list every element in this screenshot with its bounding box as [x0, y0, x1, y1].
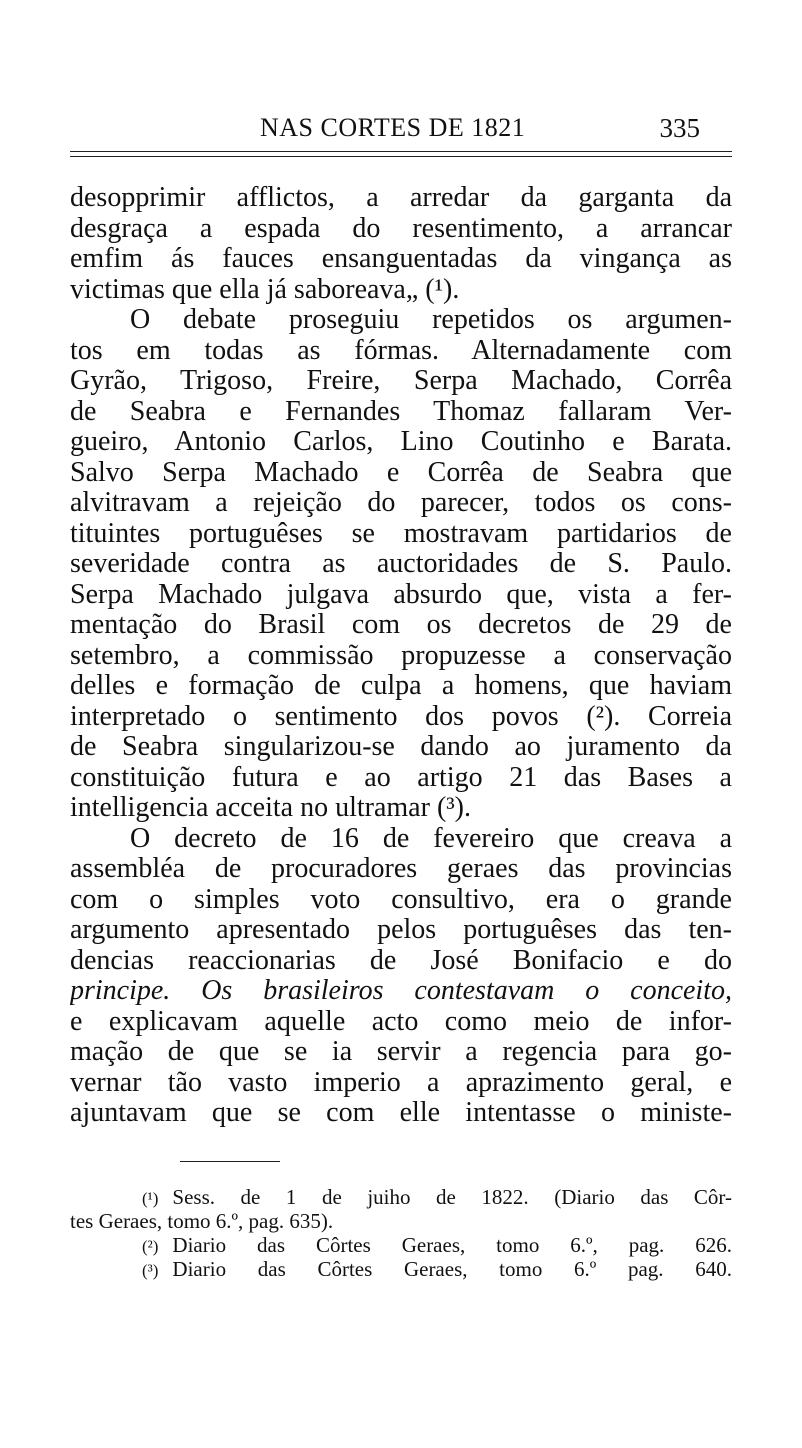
header-rule-top — [70, 151, 732, 152]
footnotes — [70, 1185, 732, 1281]
footnote-marker: (³) — [142, 1261, 159, 1280]
text-fragment: . Correia — [613, 701, 732, 732]
text-line: mentação do Brasil com os decretos de 29 de — [70, 610, 732, 640]
text-line: emfim ás fauces ensanguentadas da vingança as — [70, 244, 732, 274]
footnote-1-continuation: tes Geraes, tomo 6.º, pag. 635). — [70, 1209, 334, 1233]
text-line: O debate proseguiu repetidos os argumen- — [130, 305, 732, 335]
text-line: mação de que se ia servir a regencia para go- — [70, 1037, 732, 1067]
text-line: Serpa Machado julgava absurdo que, vista a fer- — [70, 579, 732, 610]
text-line: Salvo Serpa Machado e Corrêa de Seabra que — [70, 457, 732, 488]
text-line: dencias reaccionarias de José Bonifacio e do — [70, 945, 732, 976]
text-line: de Seabra e Fernandes Thomaz fallaram Ver- — [70, 396, 732, 427]
footnote-marker: (²) — [142, 1237, 159, 1256]
text-fragment: victimas que ella já saboreava„ — [70, 274, 419, 305]
text-fragment: intelligencia acceita no ultramar — [70, 793, 430, 823]
text-line: com o simples voto consultivo, era o grande — [70, 884, 732, 915]
text-line: argumento apresentado pelos portuguêses das ten- — [70, 915, 732, 945]
footnote-text: Diario das Côrtes Geraes, tomo 6.º pag. 640. — [172, 1257, 732, 1281]
text-line: e explicavam aquelle acto como meio de infor- — [70, 1006, 732, 1037]
footnote-2 — [70, 1233, 732, 1257]
body-text — [70, 183, 732, 1129]
footnote-1 — [70, 1185, 732, 1209]
text-line: victimas que ella já saboreava„ (¹). — [70, 274, 460, 305]
running-title: NAS CORTES DE 1821 — [260, 113, 526, 142]
text-line-italic: principe. Os brasileiros contestavam o conceito, — [70, 976, 732, 1006]
text-line: de Seabra singularizou-se dando ao juramento da — [70, 732, 732, 762]
header-rule-bottom — [70, 156, 732, 157]
footnote-ref-1: (¹) — [425, 274, 453, 305]
footnote-separator — [180, 1161, 280, 1162]
footnote-text: Diario das Côrtes Geraes, tomo 6.º, pag. 626. — [172, 1233, 732, 1257]
text-line: assembléa de procuradores geraes das provincias — [70, 854, 732, 884]
text-fragment: . — [463, 793, 471, 823]
text-line: O decreto de 16 de fevereiro que creava a — [130, 823, 732, 854]
text-line — [70, 793, 732, 824]
footnote-3 — [70, 1257, 732, 1281]
page-number: 335 — [659, 113, 700, 143]
text-line: desgraça a espada do resentimento, a arrancar — [70, 213, 732, 244]
footnote-ref-2: (²) — [586, 701, 614, 732]
text-line: tos em todas as fórmas. Alternadamente com — [70, 335, 732, 366]
text-line: desopprimir afflictos, a arredar da garganta da — [70, 183, 732, 213]
text-line: delles e formação de culpa a homens, que haviam — [70, 671, 732, 701]
text-line: Gyrão, Trigoso, Freire, Serpa Machado, Corrêa — [70, 366, 732, 396]
text-line: tituintes portuguêses se mostravam partidarios de — [70, 518, 732, 549]
text-line: ajuntavam que se com elle intentasse o ministe- — [70, 1098, 732, 1128]
footnote-text: Sess. de 1 de juiho de 1822. (Diario das Côr- — [172, 1185, 732, 1209]
text-line: severidade contra as auctoridades de S. Paulo. — [70, 549, 732, 579]
text-line — [70, 702, 732, 733]
text-line: vernar tão vasto imperio a aprazimento geral, e — [70, 1067, 732, 1098]
text-fragment: interpretado o sentimento dos povos — [70, 701, 559, 732]
text-line: constituição futura e ao artigo 21 das Bases a — [70, 762, 732, 793]
footnote-ref-3: (³) — [436, 793, 464, 823]
text-line: setembro, a commissão propuzesse a conservação — [70, 640, 732, 671]
running-head — [70, 113, 732, 153]
footnote-marker: (¹) — [142, 1189, 159, 1208]
text-line: alvitravam a rejeição do parecer, todos os cons- — [70, 488, 732, 518]
text-line: gueiro, Antonio Carlos, Lino Coutinho e Barata. — [70, 427, 732, 457]
